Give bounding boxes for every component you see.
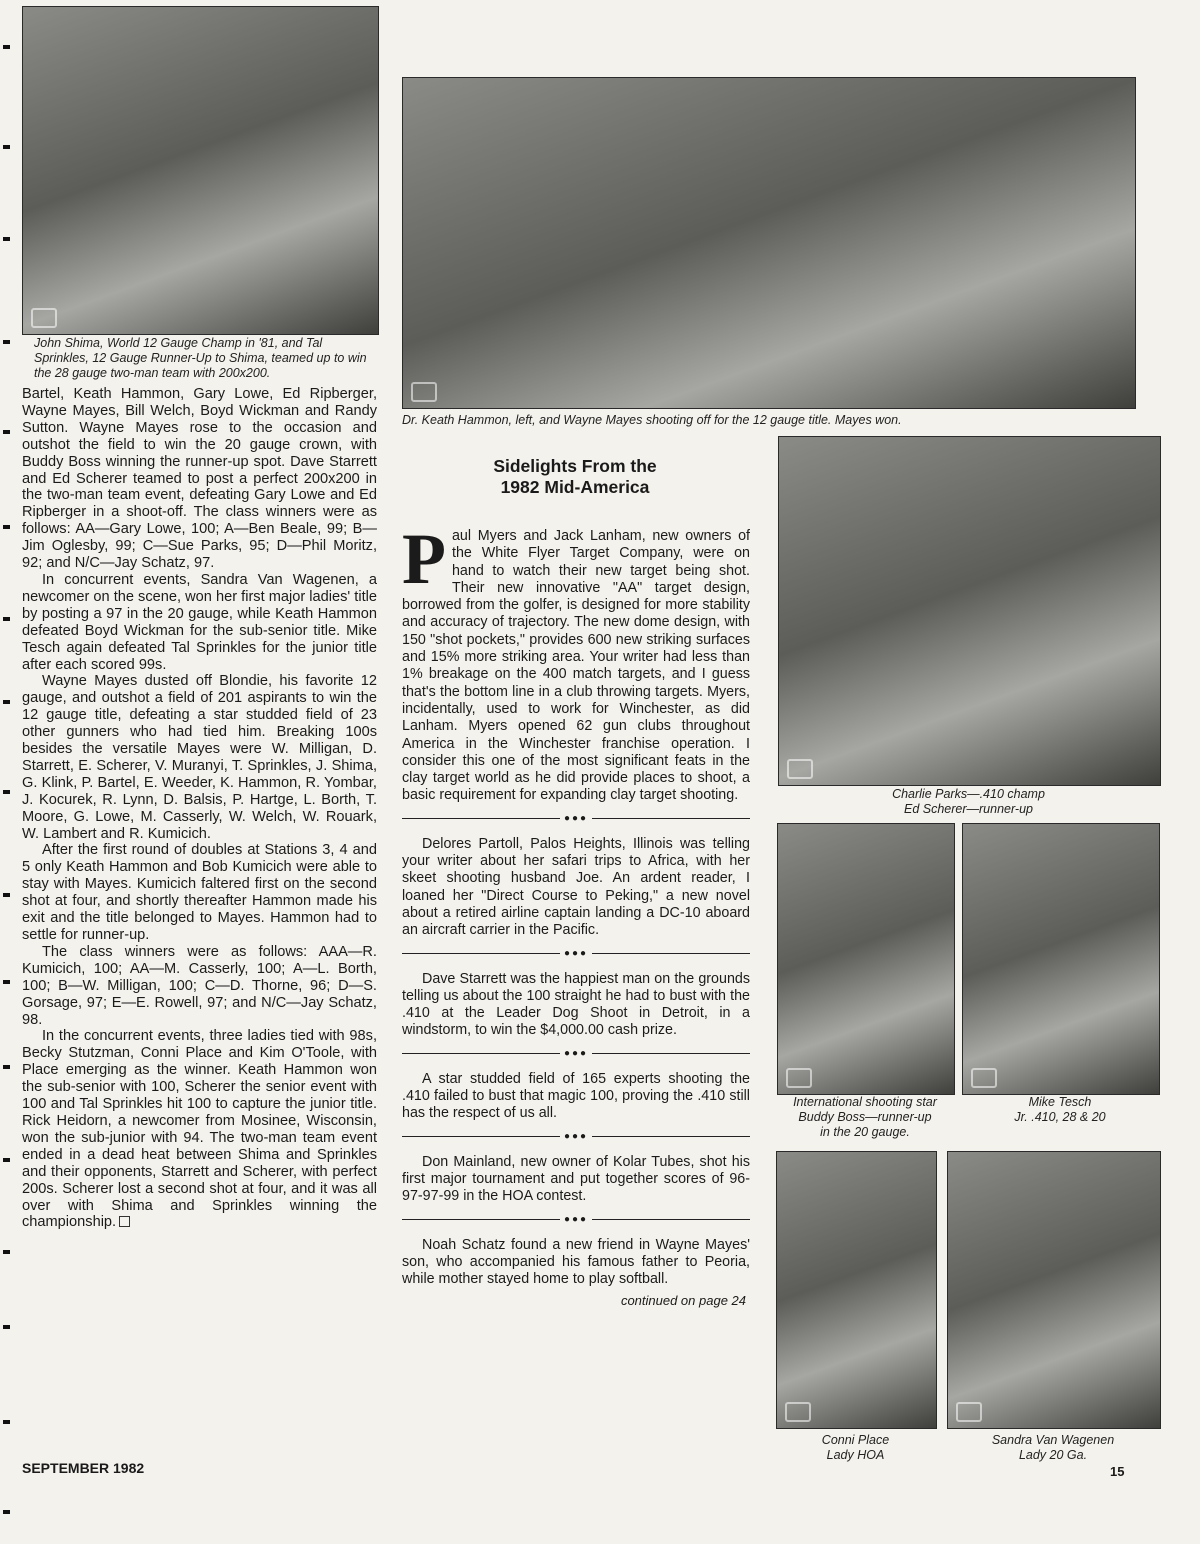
divider-dots: ●●● <box>563 1213 589 1225</box>
edge-mark <box>3 1510 10 1514</box>
sidelights-paragraph-1-text: aul Myers and Jack Lanham, new owners of the White Flyer Target Company, were on hand to watch their new target being shot. Their new innovative "AA" target design, borrowed from the golfer, is designed for more stability and accuracy of trajectory. The new dome design, with 150 "shot pockets," provides 600 new striking surfaces and 15% more striking area. Your writer had less than 1% breakage on the 400 match targets, and I guess that's the bottom line in a club throwing targets. Myers, incidentally, used to work for Winchester, as did Lanham. Myers opened 62 gun clubs throughout America in the Winchester franchise operation. I consider this one of the most significant feats in the clay target world as he did provide places to shoot, a basic requirement for expanding clay target shooting. <box>402 528 750 804</box>
divider-line <box>592 818 750 819</box>
sidelights-paragraph-3: Dave Starrett was the happiest man on the grounds telling us about the 100 straight he had to bust with the .410 at the Leader Dog Shoot in Detroit, in a windstorm, to win the $4,000.00 cash prize. <box>402 970 750 1039</box>
sidelights-paragraph-6: Noah Schatz found a new friend in Wayne Mayes' son, who accompanied his famous father to Peoria, while mother stayed home to play softball. <box>402 1236 750 1288</box>
left-paragraph-1: Bartel, Keath Hammon, Gary Lowe, Ed Ripberger, Wayne Mayes, Bill Welch, Boyd Wickman and Randy Sutton. Wayne Mayes rose to the occasion and outshot the field to win the 20 gauge crown, with Buddy Boss winning the runner-up spot. Dave Starrett and Ed Scherer teamed to post a perfect 200x200 in the two-man team event, defeating Gary Lowe and Ed Ripberger in a shoot-off. The class winners were as follows: AA—Gary Lowe, 100; A—Ben Beale, 99; B—Jim Oglesby, 99; C—Sue Parks, 95; D—Phil Moritz, 92; and N/C—Jay Schatz, 97. <box>22 386 377 572</box>
sidelights-paragraph-5: Don Mainland, new owner of Kolar Tubes, shot his first major tournament and put together scores of 96-97-97-99 in the HOA contest. <box>402 1153 750 1205</box>
edge-mark <box>3 340 10 344</box>
caption-boss-line2: Buddy Boss—runner-up <box>798 1110 932 1124</box>
edge-mark <box>3 525 10 529</box>
caption-parks <box>778 787 1159 817</box>
sidelights-heading <box>400 456 750 498</box>
divider-dots: ●●● <box>563 1047 589 1059</box>
section-divider <box>402 1215 750 1225</box>
left-paragraph-4: After the first round of doubles at Stations 3, 4 and 5 only Keath Hammon and Bob Kumicich were able to stay with Mayes. Kumicich faltered first on the second shot at four, and shortly thereafter Hammon made his exit and the title belonged to Mayes. Hammon had to settle for runner-up. <box>22 842 377 943</box>
photo-hammon-mayes <box>402 77 1136 409</box>
edge-mark <box>3 1250 10 1254</box>
divider-line <box>402 1219 560 1220</box>
edge-mark <box>3 700 10 704</box>
edge-mark <box>3 1065 10 1069</box>
sidelights-heading-line1: Sidelights From the <box>493 456 657 476</box>
sidelights-paragraph-4: A star studded field of 165 experts shooting the .410 failed to bust that magic 100, proving the .410 still has the respect of us all. <box>402 1070 750 1122</box>
edge-mark <box>3 1420 10 1424</box>
divider-dots: ●●● <box>563 1130 589 1142</box>
divider-line <box>402 1053 560 1054</box>
caption-vanwagenen-line2: Lady 20 Ga. <box>1018 1448 1088 1462</box>
edge-mark <box>3 790 10 794</box>
photo-icon <box>956 1402 982 1422</box>
left-paragraph-5: The class winners were as follows: AAA—R. Kumicich, 100; AA—M. Casserly, 100; A—L. Borth, 100; B—W. Milligan, 100; C—D. Thorne, 96; D—S. Gorsage, 97; E—E. Rowell, 97; and N/C—Jay Schatz, 98. <box>22 943 377 1028</box>
caption-place <box>776 1433 935 1463</box>
divider-line <box>592 1053 750 1054</box>
section-divider <box>402 814 750 824</box>
edge-mark <box>3 145 10 149</box>
page-number: 15 <box>1110 1464 1125 1479</box>
section-divider <box>402 1132 750 1142</box>
divider-dots: ●●● <box>563 812 589 824</box>
edge-mark <box>3 1325 10 1329</box>
caption-vanwagenen-line1: Sandra Van Wagenen <box>991 1433 1115 1447</box>
edge-mark <box>3 237 10 241</box>
photo-icon <box>785 1402 811 1422</box>
photo-shima-sprinkles <box>22 6 379 335</box>
left-paragraph-6 <box>22 1028 377 1231</box>
caption-boss-line3: in the 20 gauge. <box>820 1125 910 1139</box>
caption-tesch <box>962 1095 1158 1125</box>
caption-tesch-line1: Mike Tesch <box>1028 1095 1092 1109</box>
drop-cap: P <box>402 519 446 599</box>
continued-note: continued on page 24 <box>620 1293 746 1309</box>
caption-boss <box>768 1095 962 1140</box>
caption-hammon: Dr. Keath Hammon, left, and Wayne Mayes shooting off for the 12 gauge title. Mayes won. <box>402 413 902 427</box>
sidelights-paragraph-1 <box>402 519 750 805</box>
left-paragraph-2: In concurrent events, Sandra Van Wagenen, a newcomer on the scene, won her first major ladies' title by posting a 97 in the 20 gauge, while Keath Hammon defeated Boyd Wickman for the sub-senior title. Mike Tesch again defeated Tal Sprinkles for the junior title after each scored 99s. <box>22 571 377 673</box>
caption-tesch-line2: Jr. .410, 28 & 20 <box>1014 1110 1106 1124</box>
divider-line <box>402 818 560 819</box>
divider-line <box>592 1219 750 1220</box>
section-divider <box>402 1049 750 1059</box>
divider-line <box>402 1136 560 1137</box>
caption-parks-line2: Ed Scherer—runner-up <box>903 802 1033 816</box>
issue-date: SEPTEMBER 1982 <box>22 1460 145 1476</box>
edge-mark <box>3 893 10 897</box>
photo-sandra-van-wagenen <box>947 1151 1161 1429</box>
edge-mark <box>3 980 10 984</box>
edge-mark <box>3 45 10 49</box>
caption-boss-line1: International shooting star <box>793 1095 937 1109</box>
photo-icon <box>971 1068 997 1088</box>
edge-mark <box>3 430 10 434</box>
divider-dots: ●●● <box>563 947 589 959</box>
left-paragraph-6-text: In the concurrent events, three ladies tied with 98s, Becky Stutzman, Conni Place and Kim O'Toole, with Place emerging as the winner. Keath Hammon won the sub-senior with 100, Scherer the senior event with 100 and Tal Sprinkles hit 100 to capture the junior title. Rick Heidorn, a newcomer from Mosinee, Wisconsin, won the sub-junior with 94. The two-man team event ended in a dead heat between Shima and Sprinkles and their opponents, Starrett and Scherer, with perfect 200s. Scherer lost a second shot at four, and it was all over with Shima and Sprinkles winning the championship. <box>22 1028 377 1231</box>
divider-line <box>592 1136 750 1137</box>
photo-conni-place <box>776 1151 937 1429</box>
section-divider <box>402 949 750 959</box>
sidelights-heading-line2: 1982 Mid-America <box>500 477 650 497</box>
edge-mark <box>3 1158 10 1162</box>
photo-icon <box>787 759 813 779</box>
divider-line <box>592 953 750 954</box>
caption-shima: John Shima, World 12 Gauge Champ in '81, and Tal Sprinkles, 12 Gauge Runner-Up to Shima, teamed up to win the 28 gauge two-man team with 200x200. <box>34 336 367 380</box>
photo-mike-tesch <box>962 823 1160 1095</box>
caption-vanwagenen <box>947 1433 1159 1463</box>
photo-parks-scherer <box>778 436 1161 786</box>
left-column <box>22 386 377 1231</box>
sidelights-paragraph-2: Delores Partoll, Palos Heights, Illinois was telling your writer about her safari trips to Africa, with her skeet shooting husband Joe. An ardent reader, I loaned her "Direct Course to Peking," a new novel about a retired airline captain landing a DC-10 aboard an aircraft carrier in the Pacific. <box>402 835 750 939</box>
edge-mark <box>3 617 10 621</box>
caption-place-line1: Conni Place <box>821 1433 890 1447</box>
sidelights-column <box>402 519 750 1310</box>
photo-icon <box>786 1068 812 1088</box>
divider-line <box>402 953 560 954</box>
photo-icon <box>411 382 437 402</box>
left-paragraph-3: Wayne Mayes dusted off Blondie, his favorite 12 gauge, and outshot a field of 201 aspirants to win the 12 gauge title, defeating a star studded field of 23 other gunners who had tied him. Breaking 100s besides the versatile Mayes were W. Milligan, D. Starrett, E. Scherer, V. Muranyi, T. Sprinkles, J. Shima, G. Klink, P. Bartel, E. Weeder, K. Hammon, R. Yombar, J. Kocurek, R. Lynn, D. Balsis, P. Hartge, L. Borth, T. Moore, G. Lowe, M. Casserly, W. Welch, W. Rouark, W. Lambert and R. Kumicich. <box>22 673 377 842</box>
photo-icon <box>31 308 57 328</box>
caption-place-line2: Lady HOA <box>826 1448 885 1462</box>
photo-buddy-boss <box>777 823 955 1095</box>
end-mark-icon <box>119 1216 130 1227</box>
caption-parks-line1: Charlie Parks—.410 champ <box>892 787 1045 801</box>
